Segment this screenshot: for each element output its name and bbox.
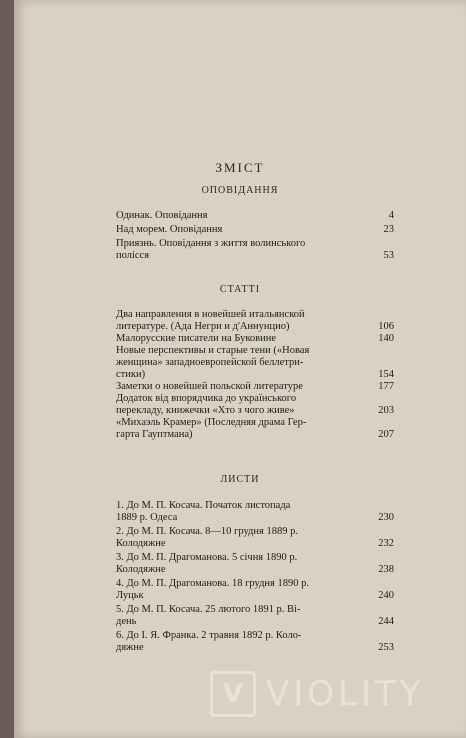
- page-number: 244: [378, 616, 394, 627]
- page-number: 53: [383, 250, 394, 261]
- toc-entry: Додаток від впорядчика до українського перекладу, книжечки «Хто з чого живе» 203: [116, 393, 394, 416]
- page-number: 238: [378, 564, 394, 575]
- page-number: 253: [378, 642, 394, 653]
- page-number: 23: [383, 224, 394, 235]
- page-number: 232: [378, 538, 394, 549]
- toc-list-letters: [116, 500, 394, 654]
- toc-entry: Заметки о новейшей польской литературе 177: [116, 381, 394, 392]
- watermark-text: VIOLITY: [266, 674, 425, 714]
- toc-entry: Новые перспективы и старые тени («Новая женщина» западноевропейской беллетри- стики) 154: [116, 345, 394, 380]
- toc-entry: 6. До І. Я. Франка. 2 травня 1892 р. Коло- дяжне 253: [116, 630, 394, 653]
- toc-list-articles: [116, 309, 394, 441]
- page-number: 203: [378, 405, 394, 416]
- toc-entry: 2. До М. П. Косача. 8—10 грудня 1889 р. Колодяжне 232: [116, 526, 394, 549]
- page-number: 207: [378, 429, 394, 440]
- page-number: 154: [378, 369, 394, 380]
- page-number: 240: [378, 590, 394, 601]
- toc-entry: 4. До М. П. Драгоманова. 18 грудня 1890 р. Луцьк 240: [116, 578, 394, 601]
- toc-entry: Над морем. Оповідання 23: [116, 224, 394, 235]
- watermark: [210, 668, 460, 720]
- page-title: ЗМІСТ: [215, 160, 265, 175]
- page-number: 230: [378, 512, 394, 523]
- page-number: 177: [378, 381, 394, 392]
- toc-entry: Одинак. Оповідання 4: [116, 210, 394, 221]
- toc-entry: «Михаэль Крамер» (Последняя драма Гер- гарта Гауптмана) 207: [116, 417, 394, 440]
- book-page: [14, 0, 466, 738]
- page-number: 106: [378, 321, 394, 332]
- section-title-articles: СТАТТІ: [219, 284, 261, 295]
- page-number: 4: [388, 210, 394, 221]
- section-title-stories: ОПОВІДАННЯ: [201, 185, 279, 196]
- toc-entry: Два направления в новейшей итальянской литературе. (Ада Негри и д'Аннунцио) 106: [116, 309, 394, 332]
- toc-entry: 5. До М. П. Косача. 25 лютого 1891 р. Ві- день 244: [116, 604, 394, 627]
- toc-entry: Приязнь. Оповідання з життя волинського полісся 53: [116, 238, 394, 261]
- section-title-letters: ЛИСТИ: [220, 474, 260, 485]
- toc-entry: Малорусские писатели на Буковине 140: [116, 333, 394, 344]
- page-number: 140: [378, 333, 394, 344]
- toc-entry: 3. До М. П. Драгоманова. 5 січня 1890 р. Колодяжне 238: [116, 552, 394, 575]
- toc-list-stories: [116, 210, 394, 262]
- toc-entry: 1. До М. П. Косача. Початок листопада 1889 р. Одеса 230: [116, 500, 394, 523]
- watermark-logo-icon: V: [210, 671, 256, 717]
